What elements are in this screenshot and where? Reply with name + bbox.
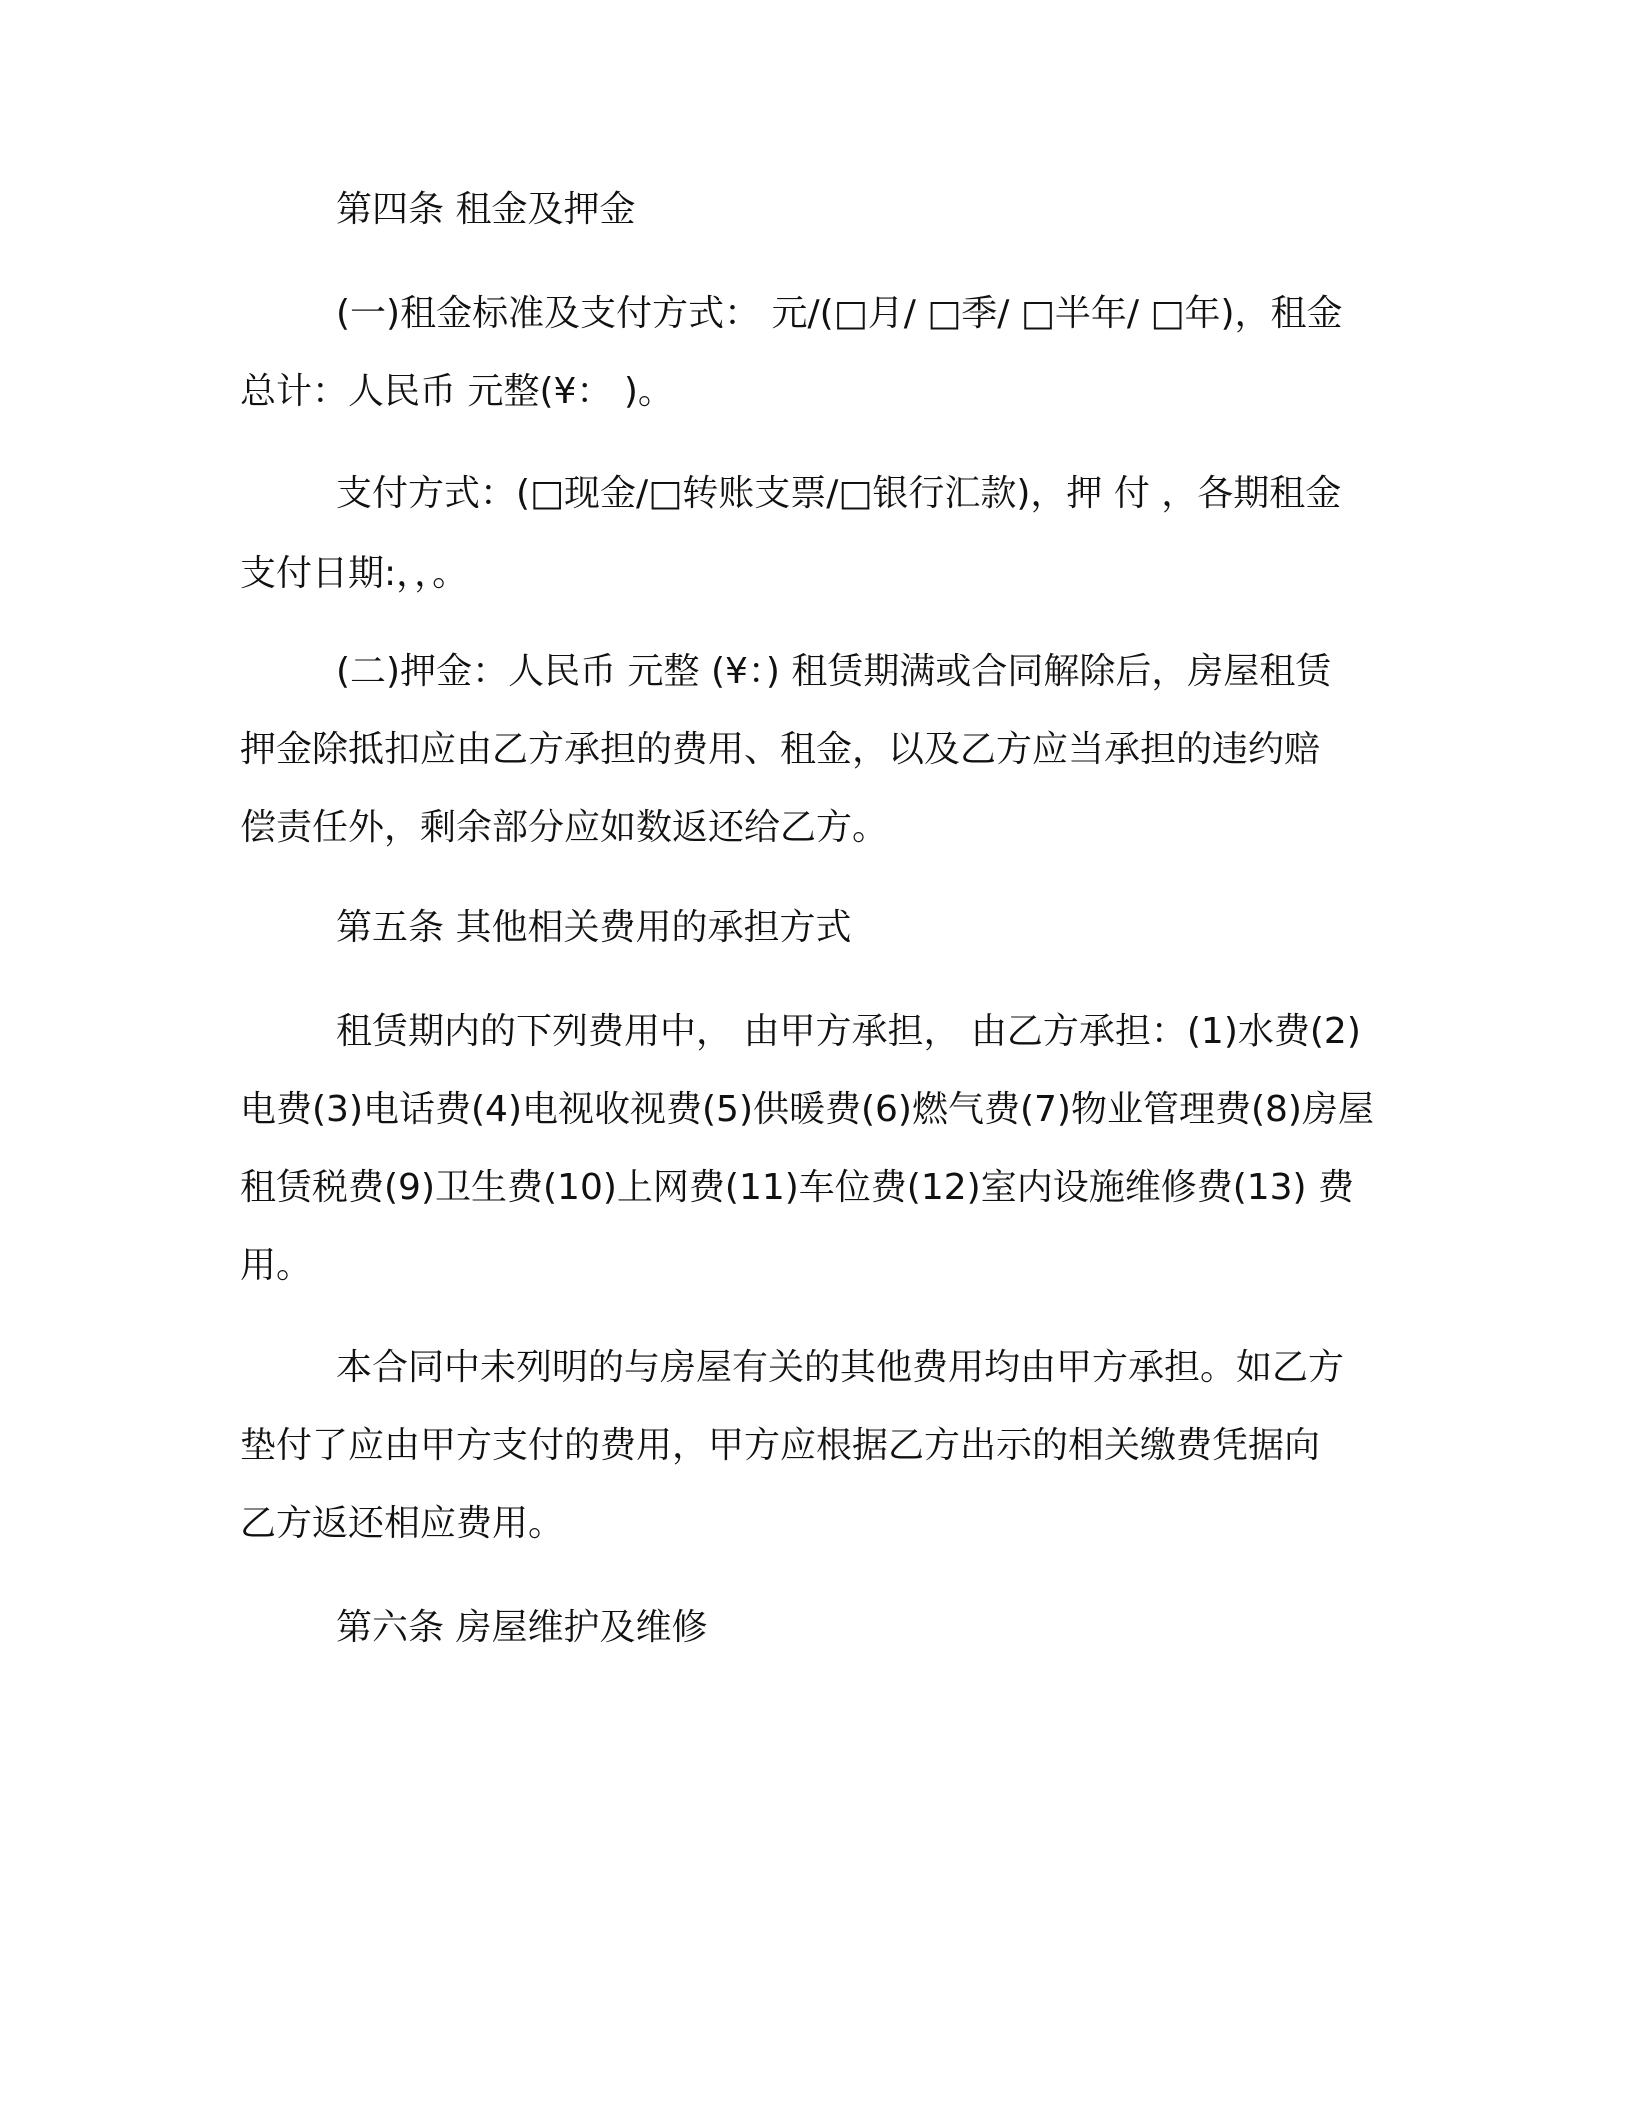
deposit-line-1: (二)押金：人民币 元整 (¥：) 租赁期满或合同解除后，房屋租赁 (336, 651, 1332, 692)
payment-method-line-2: 支付日期:，，。 (240, 553, 469, 594)
fees-line-3: 租赁税费(9)卫生费(10)上网费(11)车位费(12)室内设施维修费(13) 费 (240, 1167, 1355, 1208)
fees-line-2: 电费(3)电话费(4)电视收视费(5)供暖费(6)燃气费(7)物业管理费(8)房屋 (240, 1089, 1374, 1130)
rent-standard-line-1: (一)租金标准及支付方式： 元/(□月/ □季/ □半年/ □年)，租金 (336, 293, 1343, 334)
rent-standard-line-2: 总计：人民币 元整(¥： )。 (240, 371, 674, 412)
payment-method-line-1: 支付方式：(□现金/□转账支票/□银行汇款)，押 付 ，各期租金 (336, 473, 1342, 514)
fees-line-1: 租赁期内的下列费用中， 由甲方承担， 由乙方承担：(1)水费(2) (336, 1011, 1361, 1052)
fees-line-4: 用。 (240, 1245, 313, 1286)
other-fees-line-3: 乙方返还相应费用。 (240, 1503, 565, 1544)
other-fees-line-1: 本合同中未列明的与房屋有关的其他费用均由甲方承担。如乙方 (336, 1347, 1345, 1388)
article-5-heading: 第五条 其他相关费用的承担方式 (336, 907, 852, 948)
article-6-heading: 第六条 房屋维护及维修 (336, 1607, 708, 1648)
article-4-heading: 第四条 租金及押金 (336, 189, 636, 230)
other-fees-line-2: 垫付了应由甲方支付的费用，甲方应根据乙方出示的相关缴费凭据向 (240, 1425, 1321, 1466)
deposit-line-3: 偿责任外，剩余部分应如数返还给乙方。 (240, 807, 889, 848)
deposit-line-2: 押金除抵扣应由乙方承担的费用、租金，以及乙方应当承担的违约赔 (240, 729, 1321, 770)
